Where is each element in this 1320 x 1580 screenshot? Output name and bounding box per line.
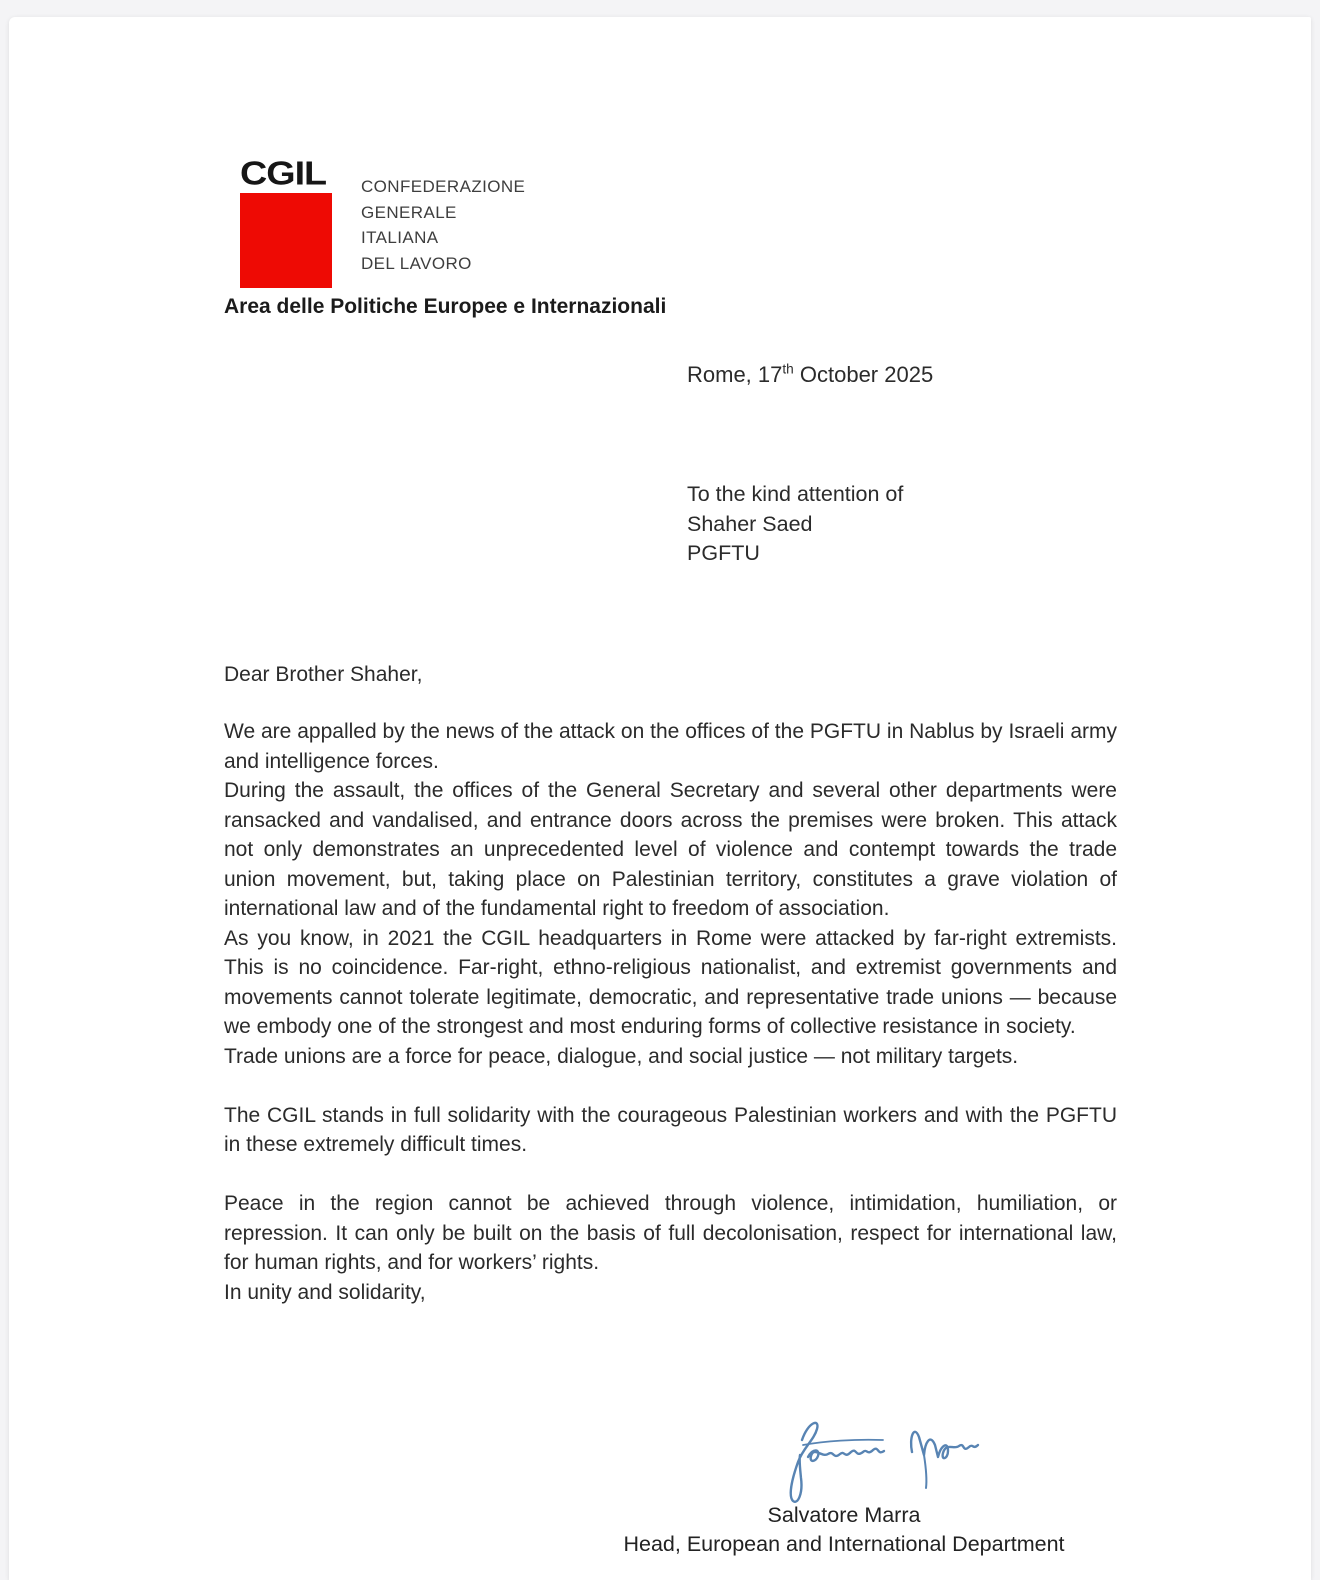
letter-body (224, 717, 1117, 1307)
cgil-logo-wordmark: CGIL (240, 155, 327, 192)
body-paragraph: During the assault, the offices of the General Secretary and several other departments were ransacked and vandalised, and entrance doors across the premises were broken. This attack not only demonstrates an unprecedented level of violence and contempt towards the trade union movement, but, taking place on Palestinian territory, constitutes a grave violation of international law and of the fundamental right to freedom of association. (224, 779, 1117, 920)
org-name-line: GENERALE (361, 202, 457, 222)
recipient-line: PGFTU (687, 541, 760, 565)
dateline-prefix: Rome, 17 (687, 362, 783, 387)
dateline-suffix: October 2025 (793, 362, 934, 387)
body-paragraph: Peace in the region cannot be achieved through violence, intimidation, humiliation, or repression. It can only be built on the basis of full decolonisation, respect for international law, for human rights, and for workers’ rights. (224, 1192, 1117, 1274)
closing-line: In unity and solidarity, (224, 1280, 426, 1304)
recipient-line: To the kind attention of (687, 482, 904, 506)
recipient-line: Shaher Saed (687, 511, 813, 536)
body-paragraph: The CGIL stands in full solidarity with the courageous Palestinian workers and with the PGFTU in these extremely difficult times. (224, 1103, 1117, 1156)
body-paragraph: We are appalled by the news of the attack on the offices of the PGFTU in Nablus by Israeli army and intelligence forces. (224, 720, 1117, 773)
dateline (687, 362, 933, 388)
org-name-line: CONFEDERAZIONE (361, 177, 526, 196)
recipient-block (687, 480, 903, 569)
letter-page (9, 17, 1311, 1580)
organization-name (361, 174, 525, 276)
signatory-name: Salvatore Marra (767, 1503, 921, 1527)
body-paragraph: Trade unions are a force for peace, dialogue, and social justice — not military targets. (224, 1044, 1019, 1068)
org-name-line: DEL LAVORO (361, 253, 472, 273)
salutation: Dear Brother Shaher, (224, 663, 423, 686)
signatory-block (244, 1501, 1320, 1559)
body-paragraph: As you know, in 2021 the CGIL headquarters in Rome were attacked by far-right extremists. This is no coincidence. Far-right, ethno-religious nationalist, and extremist governments and movements cannot tolerate legitimate, democratic, and representative trade unions — because we embody one of the strongest and most enduring forms of collective resistance in society. (224, 926, 1117, 1038)
org-name-line: ITALIANA (361, 228, 439, 247)
signatory-title: Head, European and International Department (623, 1532, 1065, 1556)
department-line: Area delle Politiche Europee e Internazionali (224, 295, 667, 318)
dateline-ordinal: th (782, 361, 794, 377)
signature-ink (740, 1400, 980, 1515)
cgil-logo-red-square (240, 193, 332, 288)
